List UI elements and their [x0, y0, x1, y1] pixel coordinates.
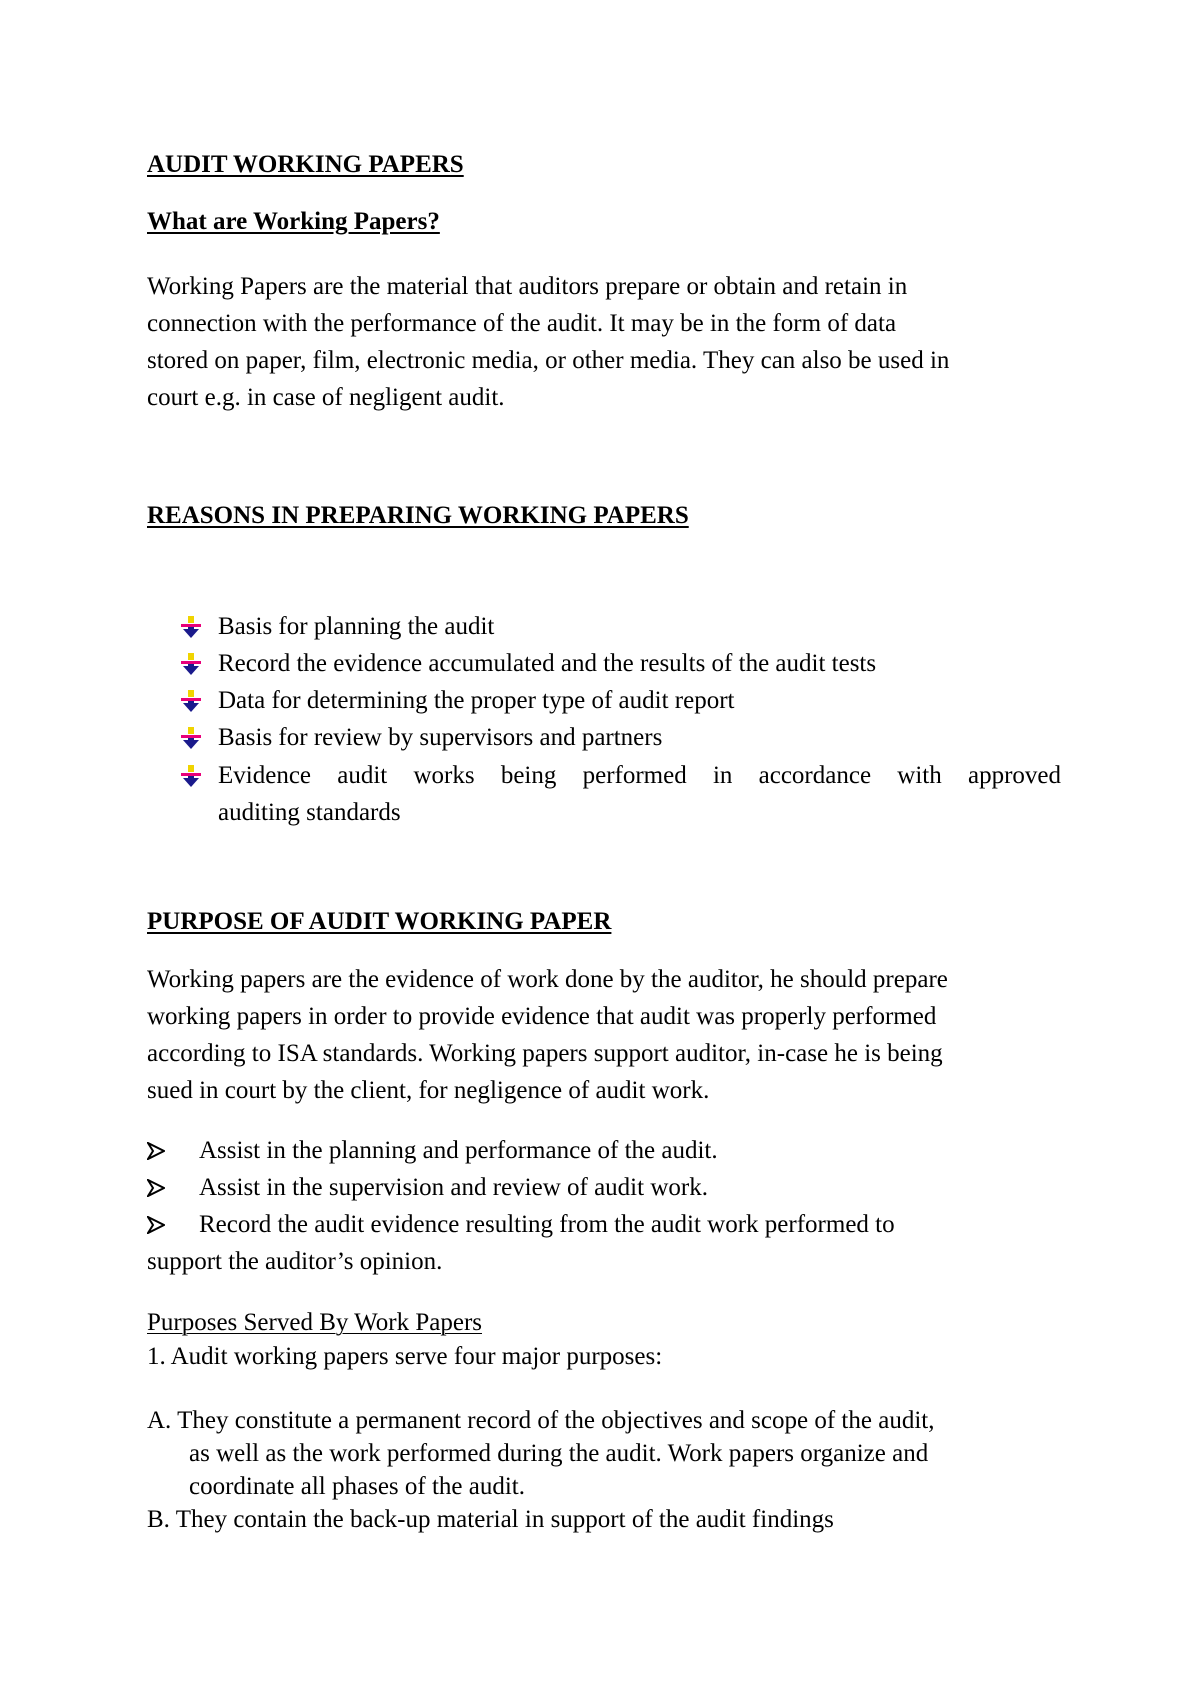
purpose-heading: PURPOSE OF AUDIT WORKING PAPER — [147, 908, 612, 935]
list-item-continuation: support the auditor’s opinion. — [147, 1248, 443, 1275]
arrow-down-bullet-icon — [180, 615, 202, 639]
list-item-text: Basis for planning the audit — [218, 612, 495, 640]
served-item-b-line: B. They contain the back-up material in support of the audit findings — [147, 1506, 834, 1533]
served-item-a-line: as well as the work performed during the audit. Work papers organize and — [189, 1440, 929, 1467]
paragraph-line: sued in court by the client, for negligence of audit work. — [147, 1077, 710, 1104]
list-item-continuation: auditing standards — [218, 799, 401, 826]
list-item — [147, 1132, 718, 1169]
list-item-text: Basis for review by supervisors and partners — [218, 723, 663, 751]
served-intro: 1. Audit working papers serve four major purposes: — [147, 1343, 663, 1370]
paragraph-line: working papers in order to provide evidence that audit was properly performed — [147, 1003, 937, 1030]
list-item-text: Record the evidence accumulated and the results of the audit tests — [218, 649, 877, 677]
list-item-text: Evidence audit works being performed in accordance with approved — [218, 761, 1061, 789]
paragraph-line: connection with the performance of the audit. It may be in the form of data — [147, 310, 897, 337]
paragraph-line: stored on paper, film, electronic media, or other media. They can also be used in — [147, 347, 950, 374]
arrow-down-bullet-icon — [180, 689, 202, 713]
list-item — [147, 1169, 708, 1206]
arrow-down-bullet-icon — [180, 726, 202, 750]
list-item — [180, 608, 494, 645]
chevron-right-bullet-icon — [147, 1179, 165, 1197]
list-item — [180, 682, 734, 719]
list-item — [180, 645, 876, 682]
chevron-right-bullet-icon — [147, 1216, 165, 1234]
paragraph-line: Working Papers are the material that auditors prepare or obtain and retain in — [147, 273, 908, 300]
arrow-down-bullet-icon — [180, 764, 202, 788]
served-heading: Purposes Served By Work Papers — [147, 1309, 482, 1336]
list-item — [147, 1206, 895, 1243]
paragraph-line: Working papers are the evidence of work done by the auditor, he should prepare — [147, 966, 948, 993]
question-heading: What are Working Papers? — [147, 208, 440, 235]
list-item-text: Assist in the supervision and review of audit work. — [199, 1173, 708, 1201]
list-item — [180, 719, 662, 756]
chevron-right-bullet-icon — [147, 1142, 165, 1160]
paragraph-line: according to ISA standards. Working papers support auditor, in-case he is being — [147, 1040, 943, 1067]
list-item-text: Record the audit evidence resulting from the audit work performed to — [199, 1210, 895, 1238]
served-item-a-line: A. They constitute a permanent record of the objectives and scope of the audit, — [147, 1407, 935, 1434]
page-title: AUDIT WORKING PAPERS — [147, 151, 464, 178]
paragraph-line: court e.g. in case of negligent audit. — [147, 384, 505, 411]
served-item-a-line: coordinate all phases of the audit. — [189, 1473, 525, 1500]
arrow-down-bullet-icon — [180, 652, 202, 676]
list-item — [180, 757, 1061, 794]
list-item-text: Assist in the planning and performance of the audit. — [199, 1136, 718, 1164]
list-item-text: Data for determining the proper type of audit report — [218, 686, 735, 714]
reasons-heading: REASONS IN PREPARING WORKING PAPERS — [147, 502, 689, 529]
